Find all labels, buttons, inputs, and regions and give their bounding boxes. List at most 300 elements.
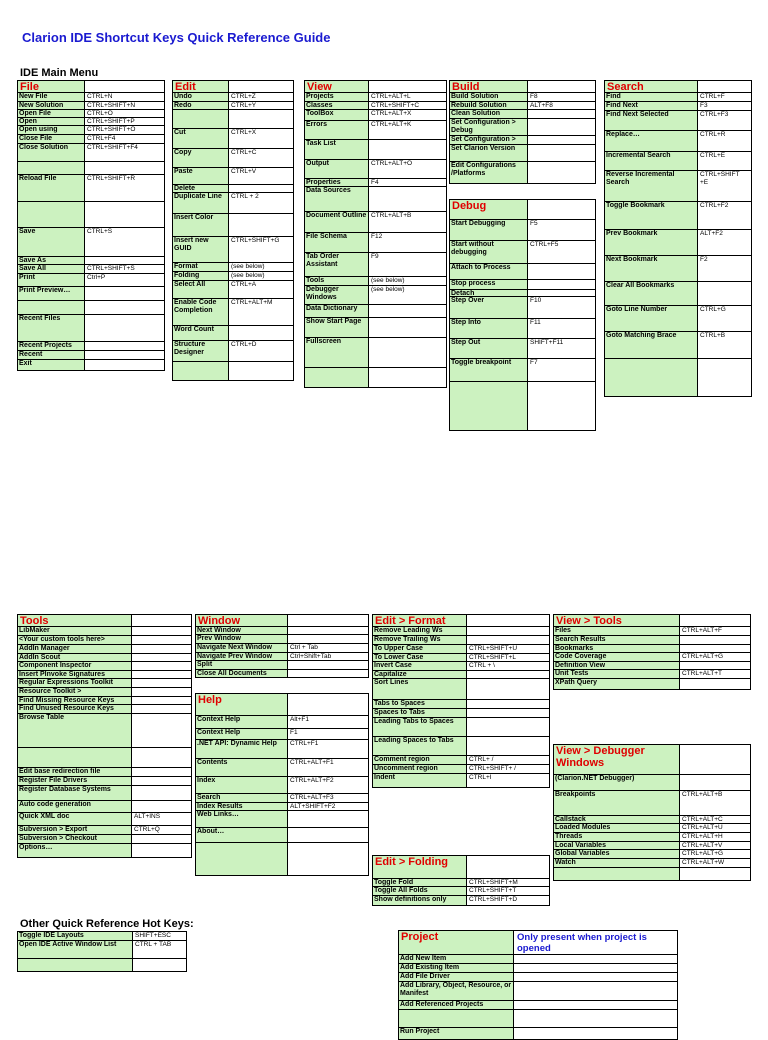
menu-view-title: View — [304, 81, 369, 92]
menu-row[interactable] — [398, 973, 678, 982]
shortcut-key — [528, 136, 596, 144]
menu-row[interactable] — [172, 214, 294, 237]
menu-item-label: Find — [604, 93, 698, 101]
menu-row[interactable] — [604, 230, 752, 256]
menu-row[interactable] — [195, 777, 369, 794]
menu-window-header — [195, 615, 369, 627]
menu-item-label: Find Missing Resource Keys — [17, 697, 132, 704]
shortcut-key — [528, 290, 596, 296]
menu-row[interactable] — [17, 826, 192, 835]
menu-item-label — [172, 362, 229, 380]
shortcut-key — [680, 636, 751, 644]
menu-row[interactable] — [17, 671, 192, 679]
menu-item-label: Open using — [17, 126, 85, 134]
menu-row[interactable] — [17, 102, 165, 110]
menu-row[interactable] — [372, 662, 550, 671]
menu-item-label: Close All Documents — [195, 670, 288, 677]
menu-row[interactable] — [304, 179, 447, 187]
menu-item-label: Goto Line Number — [604, 306, 698, 331]
menu-item-label: Watch — [553, 859, 680, 867]
menu-row[interactable] — [398, 1001, 678, 1010]
menu-item-label: Save As — [17, 257, 85, 264]
menu-item-label: Build Solution — [449, 93, 528, 101]
menu-row[interactable] — [172, 341, 294, 362]
shortcut-key: SHIFT+ESC — [133, 932, 187, 940]
menu-row[interactable] — [172, 185, 294, 193]
menu-row[interactable] — [17, 697, 192, 705]
shortcut-key: F11 — [528, 319, 596, 338]
shortcut-key — [514, 1010, 678, 1027]
menu-item-label: Recent Files — [17, 315, 85, 341]
menu-item-label: Remove Leading Ws — [372, 627, 467, 635]
menu-format-title: Edit > Format — [372, 615, 467, 626]
menu-row[interactable] — [449, 220, 596, 241]
shortcut-key — [680, 679, 751, 689]
menu-row[interactable] — [304, 277, 447, 286]
menu-row[interactable] — [449, 297, 596, 319]
menu-item-label: Navigate Next Window — [195, 644, 288, 652]
menu-row[interactable] — [195, 670, 369, 678]
menu-item-label: Toggle Bookmark — [604, 202, 698, 229]
menu-item-label: Insert Color — [172, 214, 229, 236]
menu-row[interactable] — [449, 264, 596, 280]
menu-row[interactable] — [172, 326, 294, 341]
menu-row[interactable] — [195, 740, 369, 759]
menu-row[interactable] — [604, 131, 752, 152]
menu-row[interactable] — [17, 932, 187, 941]
shortcut-key: CTRL+F5 — [528, 241, 596, 263]
menu-row[interactable] — [372, 679, 550, 700]
menu-item-label: Goto Matching Brace — [604, 332, 698, 358]
menu-item-label: Remove Trailing Ws — [372, 636, 467, 644]
shortcut-key: CTRL+SHIFT +E — [698, 171, 752, 201]
menu-viewdebug-table — [553, 744, 751, 881]
shortcut-key — [528, 110, 596, 118]
menu-row[interactable] — [195, 811, 369, 828]
shortcut-key: CTRL+ALT+G — [680, 653, 751, 661]
shortcut-key — [467, 718, 550, 736]
menu-row[interactable] — [553, 636, 751, 645]
menu-item-label: Stop process — [449, 280, 528, 289]
menu-item-label: Projects — [304, 93, 369, 101]
shortcut-key — [680, 775, 751, 790]
shortcut-key — [85, 257, 165, 264]
menu-item-label — [17, 162, 85, 174]
menu-row[interactable] — [17, 265, 165, 274]
shortcut-key: CTRL+E — [698, 152, 752, 170]
menu-row[interactable] — [553, 850, 751, 859]
menu-row[interactable] — [17, 662, 192, 671]
menu-row[interactable] — [17, 679, 192, 688]
menu-row[interactable] — [304, 305, 447, 318]
menu-row[interactable] — [604, 282, 752, 306]
menu-row[interactable] — [17, 274, 165, 287]
menu-row[interactable] — [449, 339, 596, 359]
menu-row[interactable] — [372, 709, 550, 718]
menu-row[interactable] — [449, 280, 596, 290]
shortcut-key — [85, 315, 165, 341]
menu-item-label: New File — [17, 93, 85, 101]
menu-row[interactable] — [553, 627, 751, 636]
menu-item-label: Enable Code Completion — [172, 299, 229, 325]
menu-row[interactable] — [172, 168, 294, 185]
menu-row[interactable] — [172, 193, 294, 214]
menu-row[interactable] — [172, 237, 294, 263]
menu-item-label: Toggle Fold — [372, 879, 467, 886]
shortcut-key — [288, 843, 369, 875]
menu-row[interactable] — [553, 833, 751, 842]
menu-row[interactable] — [398, 955, 678, 964]
shortcut-key: CTRL + TAB — [133, 941, 187, 958]
menu-row — [17, 959, 187, 972]
menu-row[interactable] — [304, 102, 447, 110]
menu-row[interactable] — [398, 982, 678, 1001]
shortcut-key — [85, 287, 165, 300]
shortcut-key — [132, 714, 192, 747]
menu-row[interactable] — [172, 149, 294, 168]
menu-row[interactable] — [17, 144, 165, 162]
menu-row[interactable] — [304, 121, 447, 140]
menu-item-label: Add Library, Object, Resource, or Manifest — [398, 982, 514, 1000]
menu-item-label: Search Results — [553, 636, 680, 644]
menu-row[interactable] — [17, 342, 165, 351]
menu-item-label: Recent — [17, 351, 85, 359]
menu-row[interactable] — [604, 202, 752, 230]
menu-row[interactable] — [604, 332, 752, 359]
menu-tools-header — [17, 615, 192, 627]
shortcut-key — [132, 786, 192, 800]
menu-row[interactable] — [604, 152, 752, 171]
menu-item-label: Capitalize — [372, 671, 467, 678]
menu-row[interactable] — [17, 835, 192, 844]
menu-row[interactable] — [17, 801, 192, 813]
menu-item-label: AddIn Manager — [17, 645, 132, 653]
shortcut-key — [514, 1028, 678, 1039]
menu-item-label: Select All — [172, 281, 229, 298]
menu-row[interactable] — [553, 679, 751, 690]
menu-item-label: XPath Query — [553, 679, 680, 689]
shortcut-key — [132, 835, 192, 843]
shortcut-key: Alt+F1 — [288, 716, 369, 728]
menu-row[interactable] — [304, 233, 447, 253]
menu-item-label: Find Unused Resource Keys — [17, 705, 132, 713]
menu-row[interactable] — [604, 306, 752, 332]
menu-row[interactable] — [553, 670, 751, 679]
menu-item-label: Global Variables — [553, 850, 680, 858]
shortcut-key — [288, 828, 369, 842]
menu-item-label: Spaces to Tabs — [372, 709, 467, 717]
shortcut-key: CTRL+ / — [467, 756, 550, 764]
shortcut-key: F10 — [528, 297, 596, 318]
menu-row[interactable] — [604, 171, 752, 202]
menu-row[interactable] — [17, 257, 165, 265]
menu-row[interactable] — [17, 705, 192, 714]
menu-tools-table — [17, 614, 192, 858]
menu-row[interactable] — [304, 338, 447, 368]
menu-row[interactable] — [17, 777, 192, 786]
menu-item-label: Definition View — [553, 662, 680, 669]
menu-row[interactable] — [604, 111, 752, 131]
menu-item-label: Errors — [304, 121, 369, 139]
menu-row[interactable] — [372, 654, 550, 662]
menu-item-label: Tab Order Assistant — [304, 253, 369, 276]
shortcut-key: CTRL+V — [229, 168, 294, 184]
menu-row[interactable] — [195, 653, 369, 661]
menu-row[interactable] — [304, 187, 447, 212]
shortcut-key — [85, 342, 165, 350]
menu-item-label: Find Next Selected — [604, 111, 698, 130]
menu-item-label: Options… — [17, 844, 132, 857]
menu-row[interactable] — [372, 645, 550, 654]
menu-row[interactable] — [449, 162, 596, 184]
menu-item-label: Data Sources — [304, 187, 369, 211]
menu-row[interactable] — [304, 140, 447, 160]
menu-row[interactable] — [172, 129, 294, 149]
menu-row[interactable] — [17, 786, 192, 801]
menu-row[interactable] — [398, 1028, 678, 1040]
menu-row[interactable] — [17, 118, 165, 126]
menu-row[interactable] — [449, 136, 596, 145]
menu-search-title: Search — [604, 81, 698, 92]
shortcut-key: CTRL+SHIFT+C — [369, 102, 447, 109]
menu-row[interactable] — [304, 286, 447, 305]
menu-item-label: Structure Designer — [172, 341, 229, 361]
shortcut-key: F8 — [528, 93, 596, 101]
shortcut-key — [132, 777, 192, 785]
page-title: Clarion IDE Shortcut Keys Quick Reference Guide — [22, 30, 331, 45]
menu-row[interactable] — [372, 879, 550, 887]
menu-row[interactable] — [17, 654, 192, 662]
menu-item-label: .NET API: Dynamic Help — [195, 740, 288, 758]
menu-row[interactable] — [17, 126, 165, 135]
shortcut-key — [132, 748, 192, 767]
menu-row[interactable] — [604, 93, 752, 102]
menu-row[interactable] — [17, 287, 165, 301]
menu-item-label: Print Preview… — [17, 287, 85, 300]
menu-item-label: Regular Expressions Toolkit — [17, 679, 132, 687]
menu-row[interactable] — [372, 887, 550, 896]
menu-item-label: Recent Projects — [17, 342, 85, 350]
menu-item-label: Loaded Modules — [553, 824, 680, 832]
shortcut-key: CTRL+R — [698, 131, 752, 151]
menu-folding-header — [372, 856, 550, 879]
menu-row[interactable] — [17, 844, 192, 858]
menu-row[interactable] — [449, 145, 596, 162]
menu-row[interactable] — [17, 110, 165, 118]
shortcut-key: (see below) — [229, 263, 294, 271]
shortcut-key: F4 — [369, 179, 447, 186]
menu-row[interactable] — [372, 636, 550, 645]
menu-item-label: Browse Table — [17, 714, 132, 747]
menu-item-label: Sort Lines — [372, 679, 467, 699]
menu-row[interactable] — [17, 135, 165, 144]
shortcut-key: Ctrl + Tab — [288, 644, 369, 652]
menu-row[interactable] — [17, 645, 192, 654]
menu-row[interactable] — [449, 359, 596, 382]
menu-row[interactable] — [17, 627, 192, 636]
menu-debug-header — [449, 200, 596, 220]
menu-item-label — [604, 359, 698, 396]
menu-format-header — [372, 615, 550, 627]
header-spacer — [132, 615, 192, 626]
menu-row[interactable] — [304, 253, 447, 277]
menu-row[interactable] — [195, 644, 369, 653]
menu-row[interactable] — [17, 714, 192, 748]
menu-row[interactable] — [398, 964, 678, 973]
menu-row[interactable] — [553, 842, 751, 850]
menu-row[interactable] — [372, 718, 550, 737]
menu-item-label: Start without debugging — [449, 241, 528, 263]
shortcut-key: F9 — [369, 253, 447, 276]
menu-row[interactable] — [172, 299, 294, 326]
menu-row — [398, 1010, 678, 1028]
menu-item-label: Breakpoints — [553, 791, 680, 815]
menu-item-label: Paste — [172, 168, 229, 184]
shortcut-key: CTRL+D — [229, 341, 294, 361]
menu-item-label: Navigate Prev Window — [195, 653, 288, 660]
menu-row[interactable] — [195, 759, 369, 777]
menu-row[interactable] — [449, 119, 596, 136]
shortcut-key — [698, 282, 752, 305]
menu-row[interactable] — [372, 700, 550, 709]
shortcut-key: CTRL+ALT+H — [680, 833, 751, 841]
menu-item-label: Register Database Systems — [17, 786, 132, 800]
menu-item-label: Clear All Bookmarks — [604, 282, 698, 305]
menu-row — [17, 301, 165, 315]
shortcut-key: CTRL+Q — [132, 826, 192, 834]
menu-window-title: Window — [195, 615, 288, 626]
shortcut-key: CTRL+ALT+F1 — [288, 759, 369, 776]
menu-row[interactable] — [604, 256, 752, 282]
menu-build-header — [449, 81, 596, 93]
menu-row[interactable] — [172, 272, 294, 281]
menu-item-label: Next Window — [195, 627, 288, 634]
menu-row[interactable] — [17, 768, 192, 777]
menu-row[interactable] — [17, 636, 192, 645]
menu-row[interactable] — [195, 828, 369, 843]
shortcut-key — [132, 627, 192, 635]
menu-row[interactable] — [449, 319, 596, 339]
menu-row[interactable] — [304, 110, 447, 121]
shortcut-key: CTRL+SHIFT+N — [85, 102, 165, 109]
menu-row[interactable] — [449, 102, 596, 110]
shortcut-key — [229, 214, 294, 236]
menu-row[interactable] — [195, 729, 369, 740]
menu-row[interactable] — [372, 774, 550, 788]
menu-item-label: Undo — [172, 93, 229, 101]
menu-row[interactable] — [553, 859, 751, 868]
menu-row[interactable] — [17, 941, 187, 959]
shortcut-key — [698, 359, 752, 396]
menu-row[interactable] — [553, 791, 751, 816]
menu-row[interactable] — [195, 635, 369, 644]
menu-row[interactable] — [172, 102, 294, 110]
menu-row[interactable] — [304, 318, 447, 338]
menu-help-title: Help — [195, 694, 288, 715]
menu-row[interactable] — [449, 290, 596, 297]
shortcut-key: CTRL+C — [229, 149, 294, 167]
menu-item-label — [17, 959, 133, 971]
menu-viewtools-table — [553, 614, 751, 690]
menu-row[interactable] — [604, 102, 752, 111]
menu-row[interactable] — [449, 241, 596, 264]
menu-item-label: Clean Solution — [449, 110, 528, 118]
menu-row[interactable] — [17, 175, 165, 202]
header-spacer — [229, 81, 294, 92]
menu-item-label: Step Into — [449, 319, 528, 338]
menu-row[interactable] — [449, 110, 596, 119]
shortcut-key: CTRL+X — [229, 129, 294, 148]
menu-row[interactable] — [17, 351, 165, 360]
menu-item-label: New Solution — [17, 102, 85, 109]
menu-item-label: About… — [195, 828, 288, 842]
menu-row[interactable] — [553, 662, 751, 670]
menu-row[interactable] — [17, 315, 165, 342]
shortcut-key — [132, 768, 192, 776]
menu-row[interactable] — [17, 688, 192, 697]
menu-item-label: Copy — [172, 149, 229, 167]
menu-row[interactable] — [553, 653, 751, 662]
menu-row[interactable] — [17, 360, 165, 371]
menu-item-label: Set Configuration > Debug — [449, 119, 528, 135]
menu-row[interactable] — [195, 716, 369, 729]
menu-row[interactable] — [372, 765, 550, 774]
menu-row[interactable] — [372, 627, 550, 636]
menu-row[interactable] — [17, 228, 165, 257]
menu-row[interactable] — [172, 93, 294, 102]
header-spacer — [680, 745, 751, 774]
menu-row[interactable] — [372, 671, 550, 679]
shortcut-key — [132, 679, 192, 687]
menu-file-table — [17, 80, 165, 371]
menu-row[interactable] — [449, 93, 596, 102]
menu-row[interactable] — [553, 645, 751, 653]
menu-row[interactable] — [172, 263, 294, 272]
menu-row[interactable] — [17, 93, 165, 102]
shortcut-key — [514, 955, 678, 963]
menu-row[interactable] — [172, 281, 294, 299]
menu-item-label: Format — [172, 263, 229, 271]
menu-item-label: Insert new GUID — [172, 237, 229, 262]
menu-debug-table — [449, 199, 596, 431]
menu-row[interactable] — [304, 93, 447, 102]
menu-item-label: Open File — [17, 110, 85, 117]
shortcut-key — [528, 264, 596, 279]
shortcut-key — [132, 688, 192, 696]
menu-item-label — [553, 868, 680, 880]
menu-row — [17, 162, 165, 175]
menu-row[interactable] — [372, 737, 550, 756]
menu-item-label: Output — [304, 160, 369, 178]
menu-row[interactable] — [195, 803, 369, 811]
menu-row[interactable] — [304, 160, 447, 179]
menu-row[interactable] — [195, 627, 369, 635]
menu-row[interactable] — [17, 813, 192, 826]
shortcut-key: CTRL+F2 — [698, 202, 752, 229]
menu-row[interactable] — [195, 661, 369, 670]
menu-row[interactable] — [553, 824, 751, 833]
menu-row[interactable] — [304, 212, 447, 233]
menu-row[interactable] — [553, 775, 751, 791]
menu-row[interactable] — [372, 896, 550, 906]
menu-row[interactable] — [195, 794, 369, 803]
shortcut-key: CTRL+F1 — [288, 740, 369, 758]
shortcut-key: CTRL+SHIFT+D — [467, 896, 550, 905]
menu-project-header — [398, 931, 678, 955]
menu-row[interactable] — [372, 756, 550, 765]
menu-row[interactable] — [553, 816, 751, 824]
shortcut-key — [132, 662, 192, 670]
